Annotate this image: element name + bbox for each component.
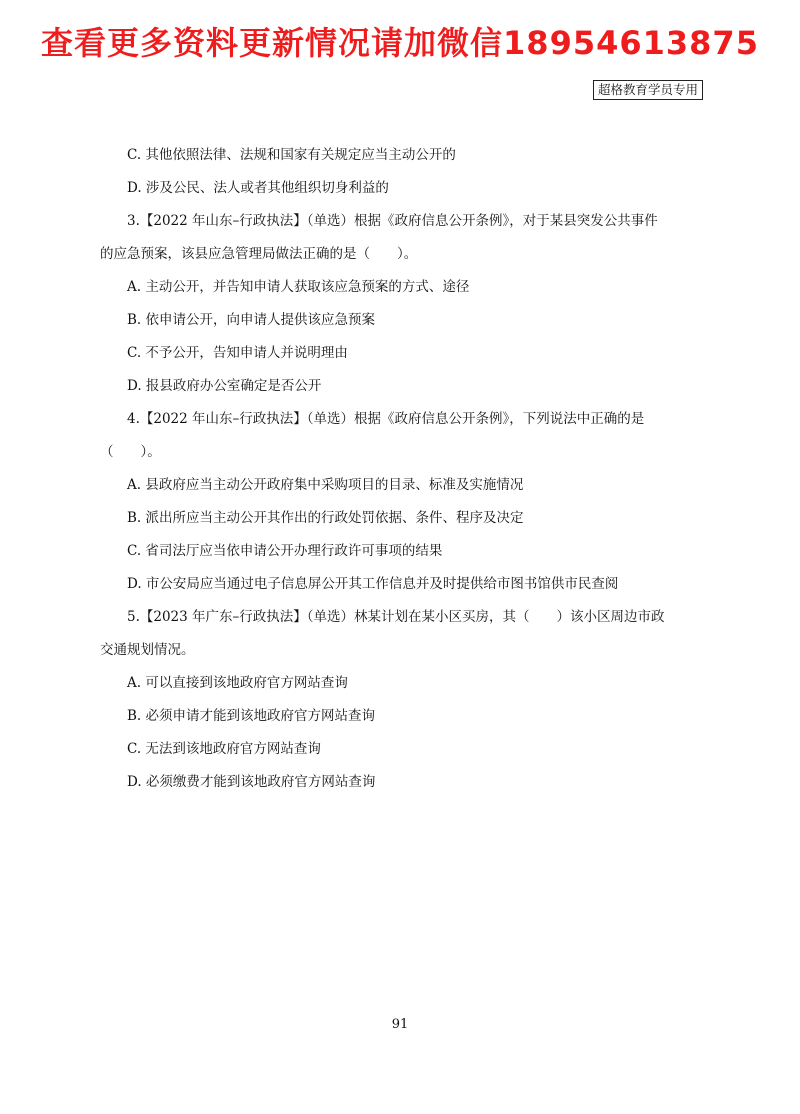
question-3-stem: 3.【2022 年山东–行政执法】（单选）根据《政府信息公开条例》，对于某县突发公共事件: [127, 213, 658, 229]
q3-option-d: D. 报县政府办公室确定是否公开: [127, 378, 322, 394]
q5-option-c: C. 无法到该地政府官方网站查询: [127, 741, 321, 757]
question-4-stem-cont: （ ）。: [100, 444, 161, 460]
q3-option-b: B. 依申请公开，向申请人提供该应急预案: [127, 312, 376, 328]
question-5-stem-cont: 交通规划情况。: [100, 642, 195, 658]
q4-option-a: A. 县政府应当主动公开政府集中采购项目的目录、标准及实施情况: [127, 477, 524, 493]
q5-option-b: B. 必须申请才能到该地政府官方网站查询: [127, 708, 376, 724]
q5-option-d: D. 必须缴费才能到该地政府官方网站查询: [127, 774, 376, 790]
page-number: 91: [391, 1017, 409, 1032]
question-3-stem-cont: 的应急预案，该县应急管理局做法正确的是（ ）。: [100, 246, 418, 262]
q3-option-a: A. 主动公开，并告知申请人获取该应急预案的方式、途径: [127, 279, 470, 295]
q5-option-a: A. 可以直接到该地政府官方网站查询: [127, 675, 348, 691]
question-5-stem: 5.【2023 年广东–行政执法】（单选）林某计划在某小区买房，其（ ）该小区周边市政: [127, 609, 665, 625]
q4-option-b: B. 派出所应当主动公开其作出的行政处罚依据、条件、程序及决定: [127, 510, 524, 526]
q4-option-c: C. 省司法厅应当依申请公开办理行政许可事项的结果: [127, 543, 443, 559]
option-d: D. 涉及公民、法人或者其他组织切身利益的: [127, 180, 389, 196]
q3-option-c: C. 不予公开，告知申请人并说明理由: [127, 345, 348, 361]
document-body: [100, 145, 705, 805]
question-4-stem: 4.【2022 年山东–行政执法】（单选）根据《政府信息公开条例》，下列说法中正确的是: [127, 411, 645, 427]
q4-option-d: D. 市公安局应当通过电子信息屏公开其工作信息并及时提供给市图书馆供市民查阅: [127, 576, 619, 592]
option-c: C. 其他依照法律、法规和国家有关规定应当主动公开的: [127, 147, 456, 163]
usage-tag: 超格教育学员专用: [593, 80, 703, 100]
watermark-banner: 查看更多资料更新情况请加微信18954613875: [41, 24, 759, 62]
